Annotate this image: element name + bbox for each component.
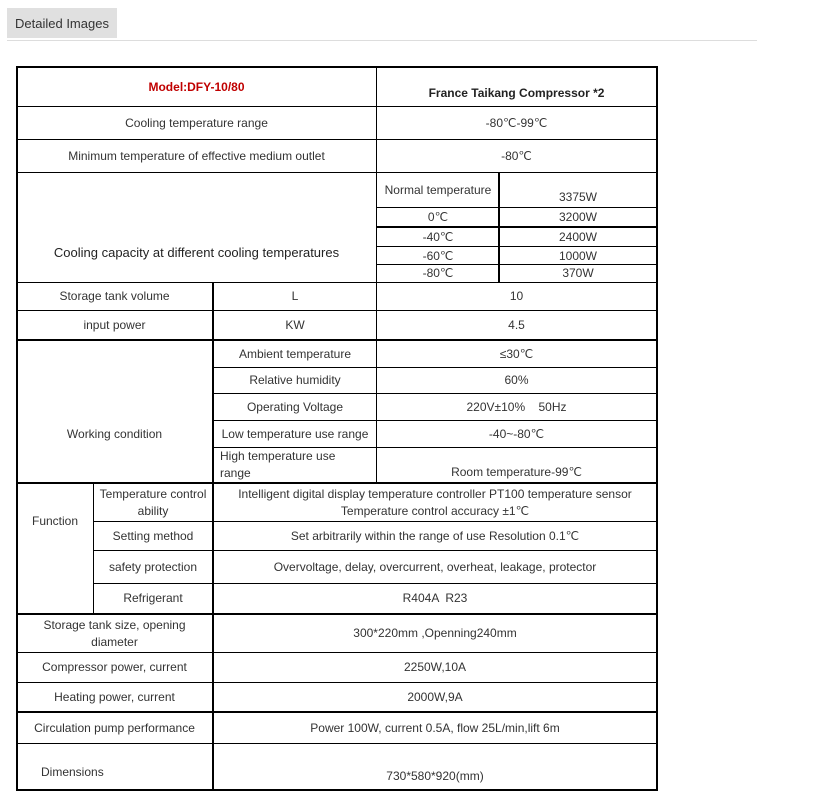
- input-power-label: input power: [83, 317, 146, 332]
- sub-divider: [93, 550, 658, 551]
- tank-volume-value: 10: [509, 289, 524, 303]
- capacity-power: 1000W: [558, 248, 598, 263]
- cooling-range-label: Cooling temperature range: [125, 115, 268, 130]
- row-divider: [16, 743, 658, 744]
- working-item-label: Ambient temperature: [238, 346, 352, 361]
- function-value-line: Temperature control accuracy ±1℃: [340, 503, 530, 518]
- col-divider: [376, 339, 377, 484]
- input-power-value: 4.5: [508, 317, 525, 332]
- capacity-temp: -60℃: [422, 248, 454, 263]
- capacity-power: 2400W: [558, 229, 598, 244]
- tank-volume-label: Storage tank volume: [59, 289, 170, 303]
- capacity-power: 3200W: [558, 209, 598, 224]
- row-divider: [16, 310, 658, 311]
- function-value-line: Intelligent digital display temperature controller PT100 temperature sensor: [238, 486, 632, 501]
- sub-divider: [93, 583, 658, 584]
- tab-divider: [7, 40, 757, 41]
- capacity-power: 370W: [562, 266, 594, 280]
- row-divider: [16, 711, 658, 713]
- row-divider: [16, 682, 658, 683]
- sub-divider: [376, 246, 658, 247]
- cooling-range-value: -80℃-99℃: [485, 115, 548, 130]
- table-border-bottom: [16, 789, 658, 791]
- sub-divider: [212, 447, 658, 448]
- min-outlet-value: -80℃: [501, 148, 532, 163]
- tank-size-label: Storage tank size, opening diameter: [43, 617, 186, 649]
- sub-divider: [93, 521, 658, 522]
- compressor-label: France Taikang Compressor *2: [428, 85, 605, 100]
- sub-divider: [376, 226, 658, 228]
- dimensions-value: 730*580*920(mm): [386, 768, 484, 783]
- sub-divider: [212, 393, 658, 394]
- capacity-temp: Normal temperature: [384, 182, 492, 197]
- working-item-value: ≤30℃: [499, 346, 534, 361]
- table-border-top: [16, 66, 658, 68]
- row-divider: [16, 172, 658, 173]
- model-label: Model:DFY-10/80: [148, 79, 245, 94]
- working-item-label: Relative humidity: [249, 373, 341, 387]
- working-item-label: High temperature use range: [220, 449, 336, 480]
- tank-size-value: 300*220mm ,Openning240mm: [353, 626, 517, 640]
- function-item-value: R404A R23: [402, 591, 468, 605]
- compressor-power-label: Compressor power, current: [42, 660, 187, 674]
- heating-power-label: Heating power, current: [54, 689, 175, 704]
- function-label: Function: [31, 514, 79, 528]
- heating-power-value: 2000W,9A: [407, 689, 463, 704]
- sub-divider: [376, 207, 658, 208]
- row-divider: [16, 106, 658, 107]
- col-divider: [212, 282, 214, 791]
- cooling-capacity-label: Cooling capacity at different cooling temperatures: [53, 244, 340, 260]
- input-power-unit: KW: [285, 317, 305, 332]
- tank-volume-unit: L: [291, 289, 299, 303]
- sub-divider: [212, 367, 658, 368]
- capacity-temp: -80℃: [422, 266, 454, 280]
- row-divider: [16, 139, 658, 140]
- pump-value: Power 100W, current 0.5A, flow 25L/min,lift 6m: [310, 720, 560, 735]
- working-condition-label: Working condition: [66, 427, 163, 441]
- row-divider: [16, 652, 658, 653]
- tab-detailed-images[interactable]: Detailed Images: [7, 8, 117, 38]
- working-item-value: Room temperature-99℃: [451, 464, 582, 479]
- sub-divider: [376, 264, 658, 265]
- function-item-value: Overvoltage, delay, overcurrent, overheat, leakage, protector: [273, 559, 597, 574]
- col-divider: [498, 172, 500, 283]
- working-item-value: 60%: [504, 373, 529, 387]
- col-divider: [376, 66, 377, 340]
- capacity-power: 3375W: [558, 189, 598, 204]
- function-item-label: Refrigerant: [123, 591, 183, 605]
- col-divider: [93, 482, 94, 614]
- min-outlet-label: Minimum temperature of effective medium outlet: [68, 148, 325, 163]
- row-divider: [16, 613, 658, 615]
- pump-label: Circulation pump performance: [34, 720, 195, 735]
- working-item-value: -40~-80℃: [488, 426, 545, 441]
- working-item-value: 220V±10% 50Hz: [466, 399, 567, 414]
- row-divider: [16, 339, 658, 341]
- function-item-label: Setting method: [112, 528, 194, 543]
- row-divider: [16, 482, 658, 484]
- function-item-label: safety protection: [108, 559, 198, 574]
- function-item-value: [214, 484, 656, 521]
- function-item-label: Temperature control ability: [99, 486, 207, 518]
- working-item-label: Low temperature use range: [221, 426, 369, 441]
- working-item-label: Operating Voltage: [246, 399, 344, 414]
- compressor-power-value: 2250W,10A: [403, 660, 467, 674]
- function-item-value: Set arbitrarily within the range of use Resolution 0.1℃: [290, 528, 580, 543]
- sub-divider: [212, 420, 658, 421]
- capacity-temp: -40℃: [422, 229, 454, 244]
- capacity-temp: 0℃: [427, 209, 449, 224]
- row-divider: [16, 282, 658, 283]
- dimensions-label: Dimensions: [41, 764, 104, 779]
